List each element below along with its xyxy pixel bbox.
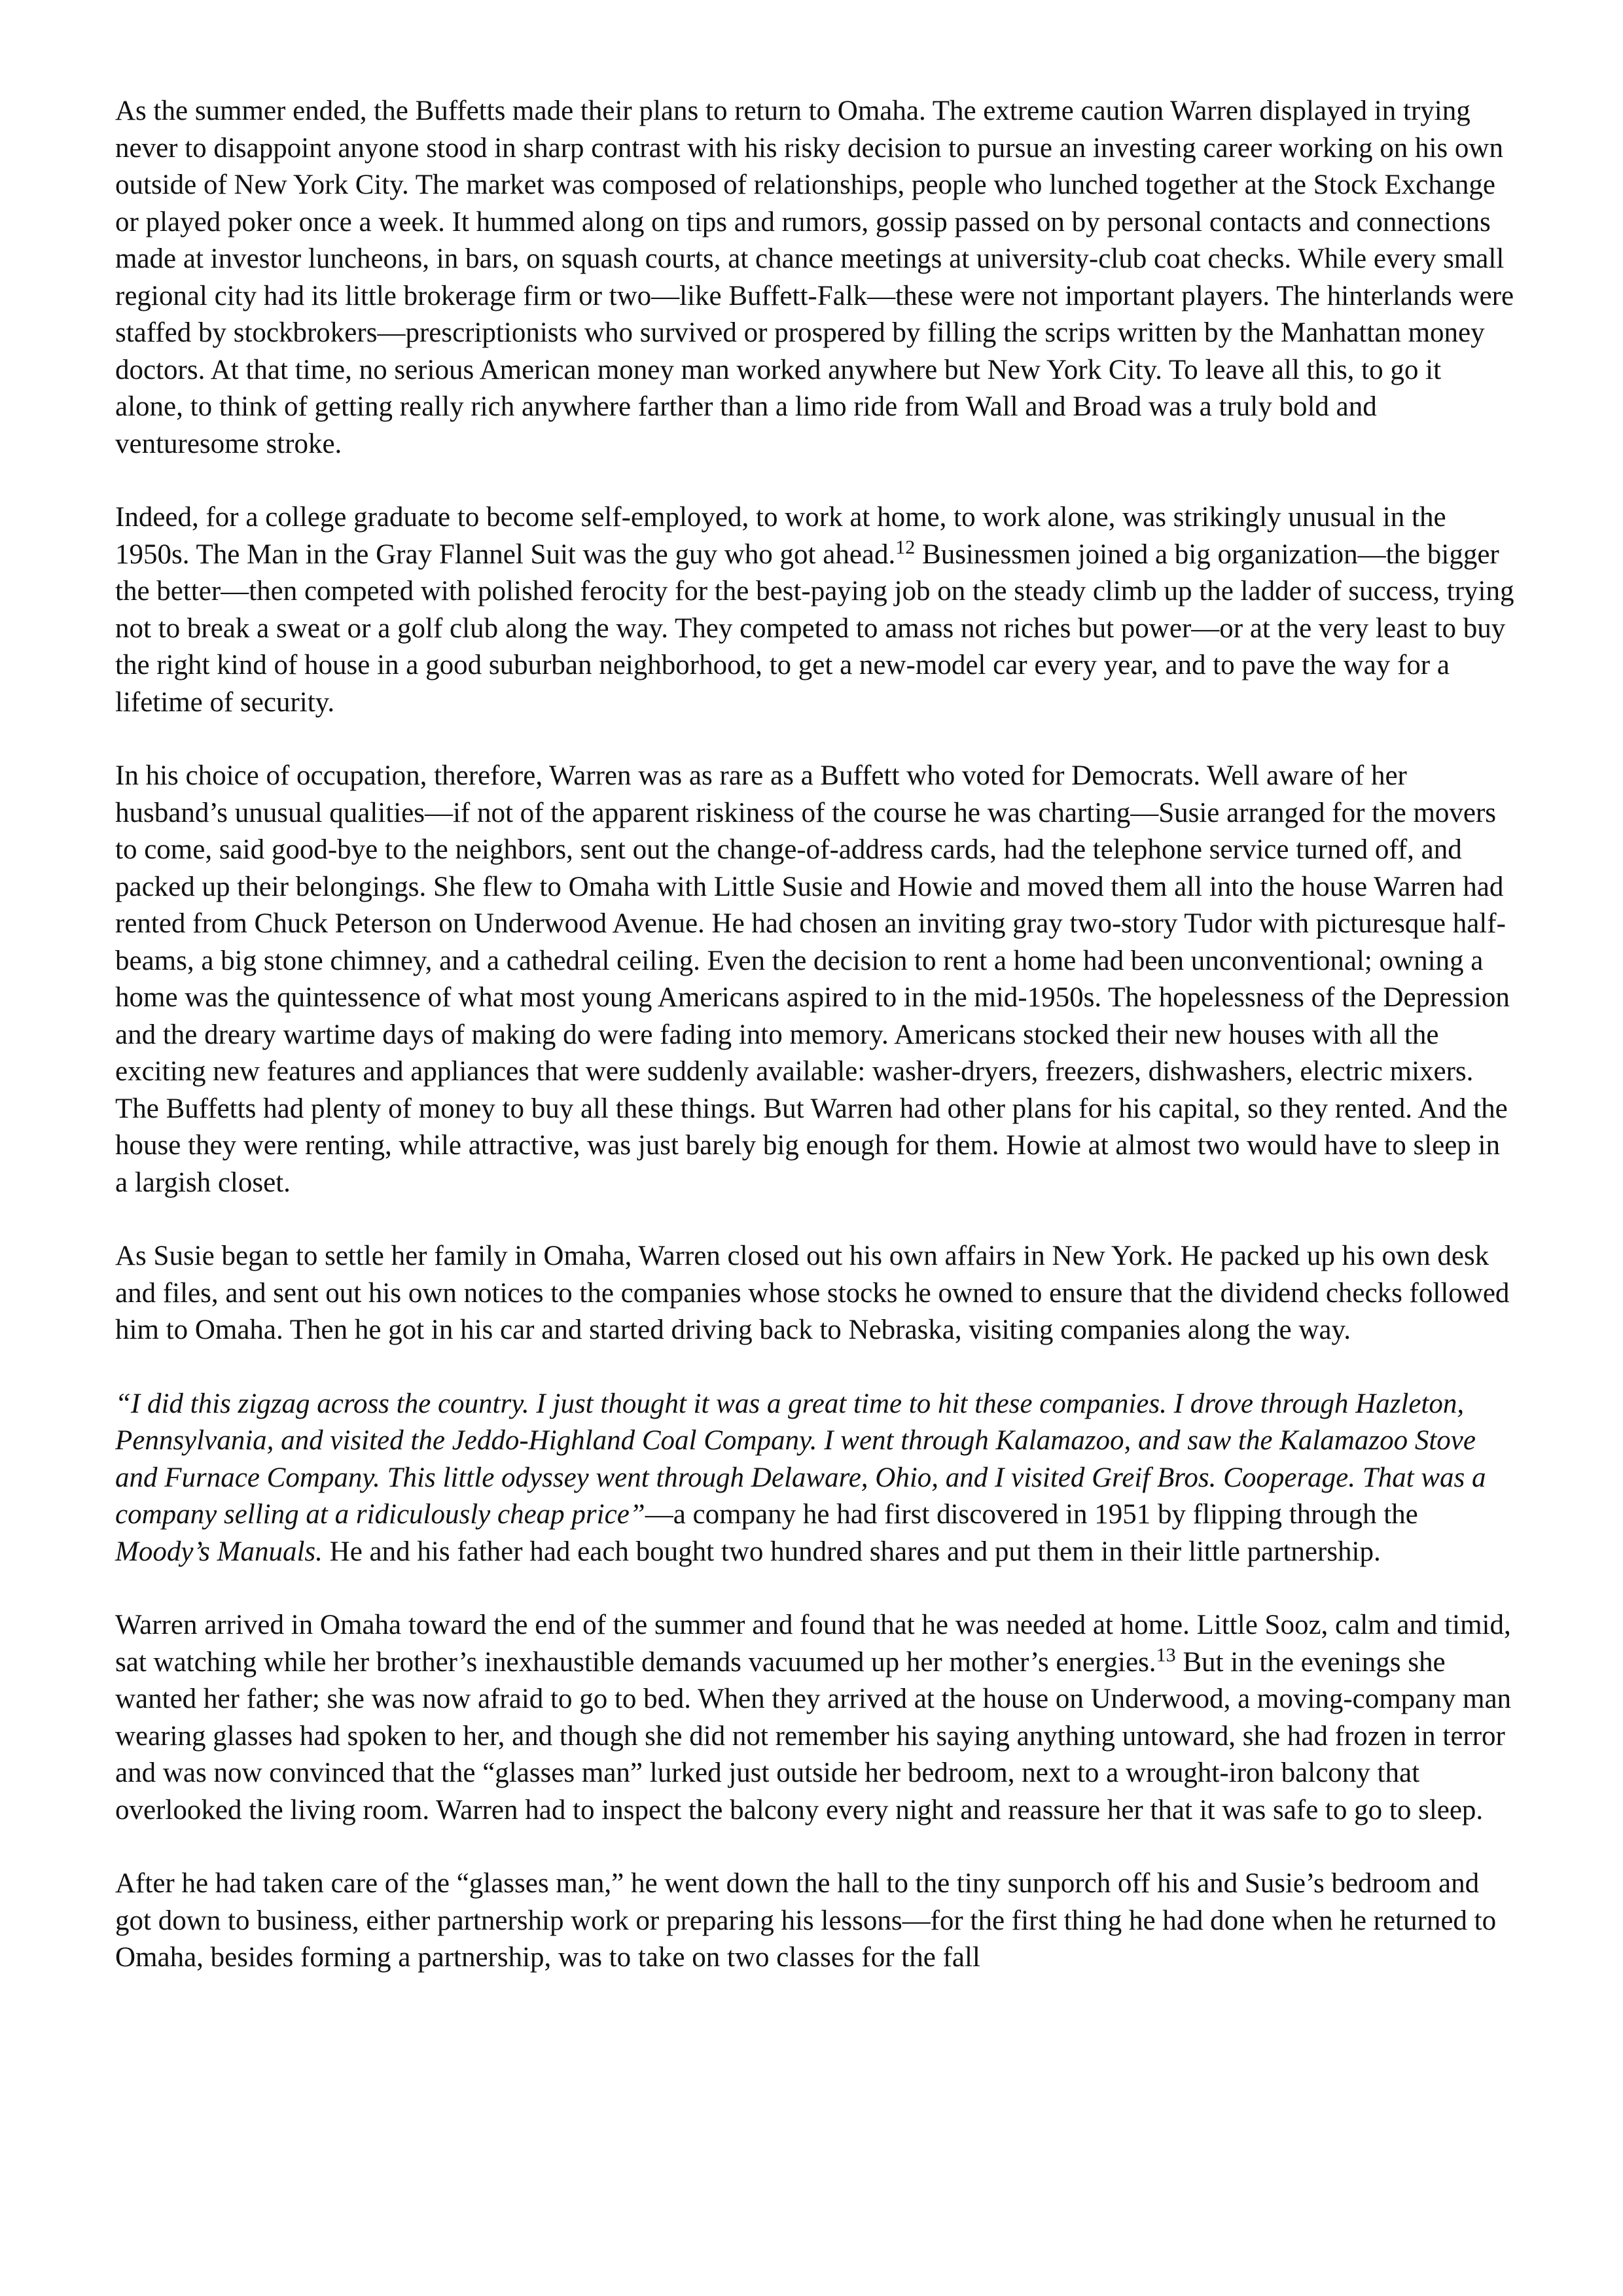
- footnote-ref-13[interactable]: 13: [1156, 1644, 1176, 1666]
- book-title: Moody’s Manuals.: [115, 1536, 323, 1567]
- paragraph-7-text: After he had taken care of the “glasses man,” he went down the hall to the tiny sunporch off his and Susie’s bedroom and got down to business, either partnership work or preparing his lessons—for the first thing he had done when he returned to Omaha, besides forming a partnership, was to take on two classes for the fall: [115, 1868, 1497, 1973]
- paragraph-5-text-end: He and his father had each bought two hundred shares and put them in their little partnership.: [322, 1536, 1381, 1567]
- paragraph-2-text-a: Indeed, for a college graduate to become self-employed, to work at home, to work alone, was strikingly unusual in the 1950s. The Man in the Gray Flannel Suit was the guy who got ahead.: [115, 502, 1446, 570]
- paragraph-1: [115, 93, 1516, 463]
- paragraph-6: [115, 1607, 1516, 1829]
- paragraph-4: [115, 1238, 1516, 1349]
- paragraph-6-text-a: Warren arrived in Omaha toward the end of the summer and found that he was needed at home. Little Sooz, calm and timid, sat watching while her brother’s inexhaustible demands vacuumed up her mother’s energies.: [115, 1610, 1511, 1678]
- paragraph-7: [115, 1865, 1516, 1977]
- paragraph-6-text-b: But in the evenings she wanted her father; she was now afraid to go to bed. When they arrived at the house on Underwood, a moving-company man wearing glasses had spoken to her, and though she did not remember his saying anything untoward, she had frozen in terror and was now convinced that the “glasses man” lurked just outside her bedroom, next to a wrought-iron balcony that overlooked the living room. Warren had to inspect the balcony every night and reassure her that it was safe to go to sleep.: [115, 1646, 1512, 1826]
- paragraph-2-text-b: Businessmen joined a big organization—the bigger the better—then competed with polished ferocity for the best-paying job on the steady climb up the ladder of success, trying not to break a sweat or a golf club along the way. They competed to amass not riches but power—or at the very least to buy the right kind of house in a good suburban neighborhood, to get a new-model car every year, and to pave the way for a lifetime of security.: [115, 539, 1514, 718]
- paragraph-4-text: As Susie began to settle her family in Omaha, Warren closed out his own affairs in New York. He packed up his own desk and files, and sent out his own notices to the companies whose stocks he owned to ensure that the dividend checks followed him to Omaha. Then he got in his car and started driving back to Nebraska, visiting companies along the way.: [115, 1241, 1510, 1345]
- paragraph-5: [115, 1386, 1516, 1571]
- paragraph-2: [115, 499, 1516, 721]
- paragraph-3: [115, 758, 1516, 1201]
- paragraph-1-text: As the summer ended, the Buffetts made their plans to return to Omaha. The extreme caution Warren displayed in trying never to disappoint anyone stood in sharp contrast with his risky decision to pursue an investing career working on his own outside of New York City. The market was composed of relationships, people who lunched together at the Stock Exchange or played poker once a week. It hummed along on tips and rumors, gossip passed on by personal contacts and connections made at investor luncheons, in bars, on squash courts, at chance meetings at university-club coat checks. While every small regional city had its little brokerage firm or two—like Buffett-Falk—these were not important players. The hinterlands were staffed by stockbrokers—prescriptionists who survived or prospered by filling the scrips written by the Manhattan money doctors. At that time, no serious American money man worked anywhere but New York City. To leave all this, to go it alone, to think of getting really rich anywhere farther than a limo ride from Wall and Broad was a truly bold and venturesome stroke.: [115, 96, 1514, 459]
- paragraph-5-text-mid: —a company he had first discovered in 1951 by flipping through the: [645, 1499, 1418, 1530]
- paragraph-3-text: In his choice of occupation, therefore, Warren was as rare as a Buffett who voted for Democrats. Well aware of her husband’s unusual qualities—if not of the apparent riskiness of the course he was charting—Susie arranged for the movers to come, said good-bye to the neighbors, sent out the change-of-address cards, had the telephone service turned off, and packed up their belongings. She flew to Omaha with Little Susie and Howie and moved them all into the house Warren had rented from Chuck Peterson on Underwood Avenue. He had chosen an inviting gray two-story Tudor with picturesque half-beams, a big stone chimney, and a cathedral ceiling. Even the decision to rent a home had been unconventional; owning a home was the quintessence of what most young Americans aspired to in the mid-1950s. The hopelessness of the Depression and the dreary wartime days of making do were fading into memory. Americans stocked their new houses with all the exciting new features and appliances that were suddenly available: washer-dryers, freezers, dishwashers, electric mixers. The Buffetts had plenty of money to buy all these things. But Warren had other plans for his capital, so they rented. And the house they were renting, while attractive, was just barely big enough for them. Howie at almost two would have to sleep in a largish closet.: [115, 760, 1510, 1198]
- footnote-ref-12[interactable]: 12: [895, 536, 916, 558]
- document-page: [115, 93, 1516, 1977]
- quotation: “I did this zigzag across the country. I just thought it was a great time to hit these companies. I drove through Hazleton, Pennsylvania, and visited the Jeddo-Highland Coal Company. I went through Kalamazoo, and saw the Kalamazoo Stove and Furnace Company. This little odyssey went through Delaware, Ohio, and I visited Greif Bros. Cooperage. That was a company selling at a ridiculously cheap price”: [115, 1388, 1486, 1530]
